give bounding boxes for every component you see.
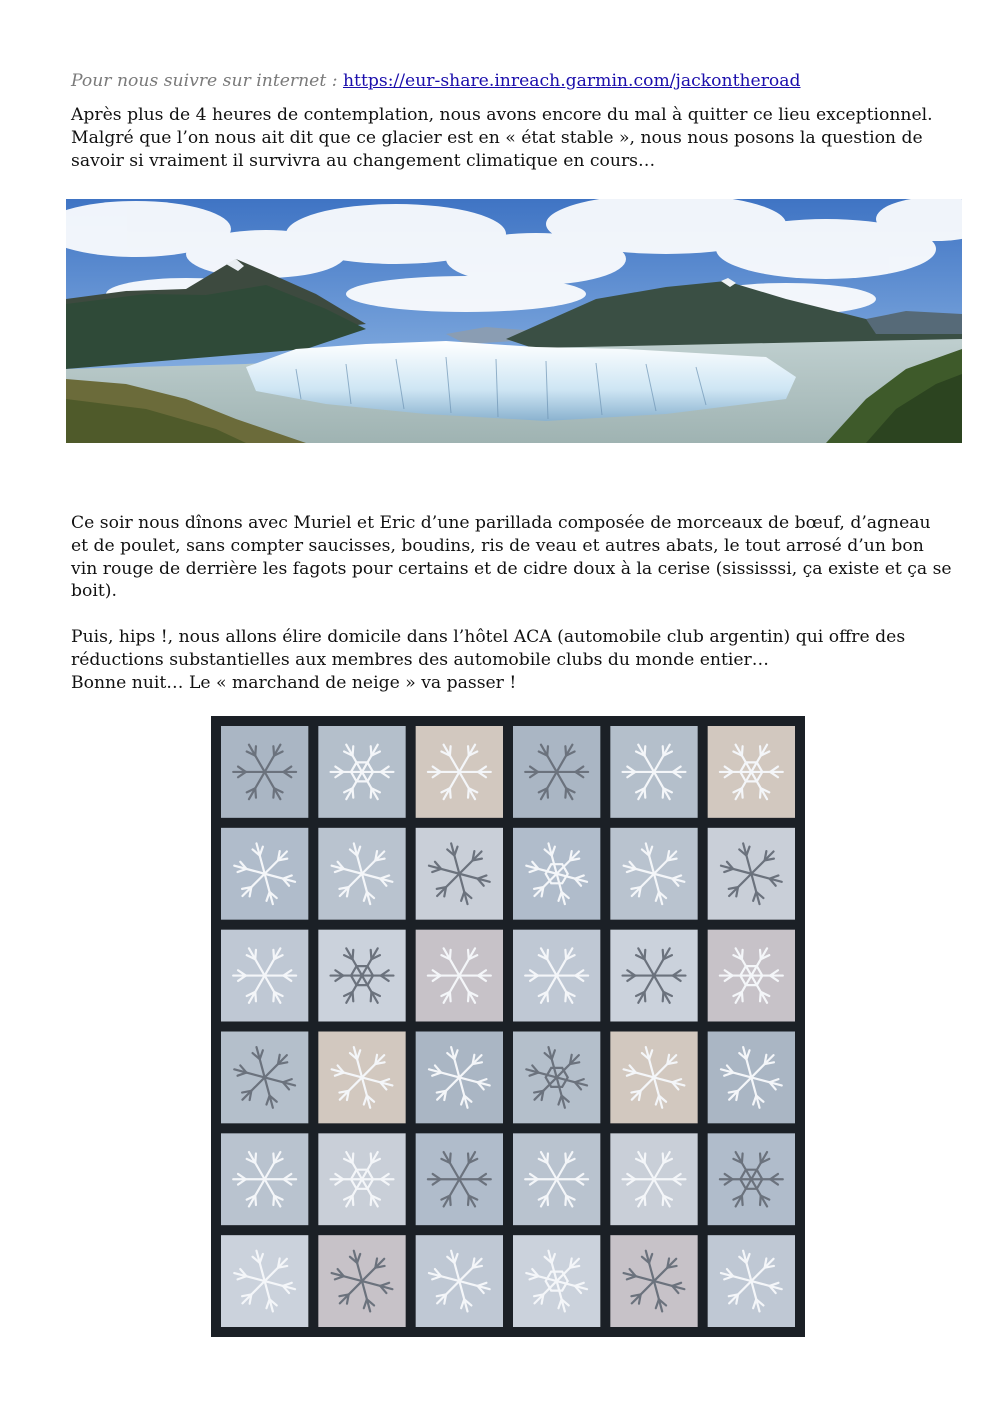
snowflake-tile (708, 930, 795, 1022)
follow-lead-text: Pour nous suivre sur internet : (71, 71, 343, 91)
paragraph-glacier (71, 104, 951, 172)
snowflake-tile (318, 828, 405, 920)
snowflake-tile (610, 930, 697, 1022)
snowflake-tile (318, 726, 405, 818)
snowflake-tile (416, 1032, 503, 1124)
paragraph-hotel (71, 626, 951, 694)
paragraph-line: réductions substantielles aux membres des automobile clubs du monde entier… (71, 649, 769, 670)
snowflake-tile (416, 828, 503, 920)
snowflake-tile (610, 1032, 697, 1124)
snowflake-tile (610, 726, 697, 818)
snowflake-tile (610, 828, 697, 920)
paragraph-line: vin rouge de derrière les fagots pour certains et de cidre doux à la cerise (sississsi, ça existe et ça se (71, 558, 952, 579)
paragraph-line: et de poulet, sans compter saucisses, boudins, ris de veau et autres abats, le tout arrosé d’un bon (71, 535, 924, 556)
snowflake-tile (416, 930, 503, 1022)
paragraph-dinner (71, 512, 951, 603)
snowflake-tile (513, 828, 600, 920)
snowflake-tile (708, 828, 795, 920)
snowflake-tile (416, 726, 503, 818)
snowflake-tile (416, 1133, 503, 1225)
snowflake-tile (221, 726, 308, 818)
snowflake-tile (221, 1032, 308, 1124)
snowflake-tile (708, 1133, 795, 1225)
snowflake-tile (221, 1133, 308, 1225)
snowflake-tile (221, 1235, 308, 1327)
snowflake-tile (513, 1235, 600, 1327)
paragraph-line: boit). (71, 581, 117, 602)
garmin-tracking-link[interactable]: https://eur-share.inreach.garmin.com/jackontheroad (342, 71, 801, 91)
snowflake-tile (513, 1032, 600, 1124)
snowflake-tile (416, 1235, 503, 1327)
snowflake-tile (318, 1133, 405, 1225)
paragraph-line: savoir si vraiment il survivra au changement climatique en cours… (71, 150, 656, 171)
snowflake-tile (610, 1235, 697, 1327)
paragraph-line: Ce soir nous dînons avec Muriel et Eric d’une parillada composée de morceaux de bœuf, d’agneau (71, 513, 931, 533)
snowflake-tile (318, 1032, 405, 1124)
paragraph-line: Malgré que l’on nous ait dit que ce glacier est en « état stable », nous nous posons la question de (71, 127, 923, 148)
snowflake-tile (318, 1235, 405, 1327)
snowflake-tile (708, 1032, 795, 1124)
snowflake-tile (221, 930, 308, 1022)
follow-line (71, 70, 951, 93)
snowflake-tile (513, 930, 600, 1022)
paragraph-line: Bonne nuit… Le « marchand de neige » va passer ! (71, 672, 517, 693)
snowflake-tile (708, 1235, 795, 1327)
snowflake-tile (513, 1133, 600, 1225)
paragraph-line: Après plus de 4 heures de contemplation, nous avons encore du mal à quitter ce lieu exceptionnel. (71, 105, 933, 125)
snowflake-tile (221, 828, 308, 920)
snowflake-photo-grid (211, 716, 805, 1337)
glacier-panorama-photo (66, 199, 962, 443)
paragraph-line: Puis, hips !, nous allons élire domicile dans l’hôtel ACA (automobile club argentin) qui offre des (71, 627, 906, 647)
snowflake-tile (318, 930, 405, 1022)
snowflake-tile (610, 1133, 697, 1225)
snowflake-tile (708, 726, 795, 818)
snowflake-tile (513, 726, 600, 818)
